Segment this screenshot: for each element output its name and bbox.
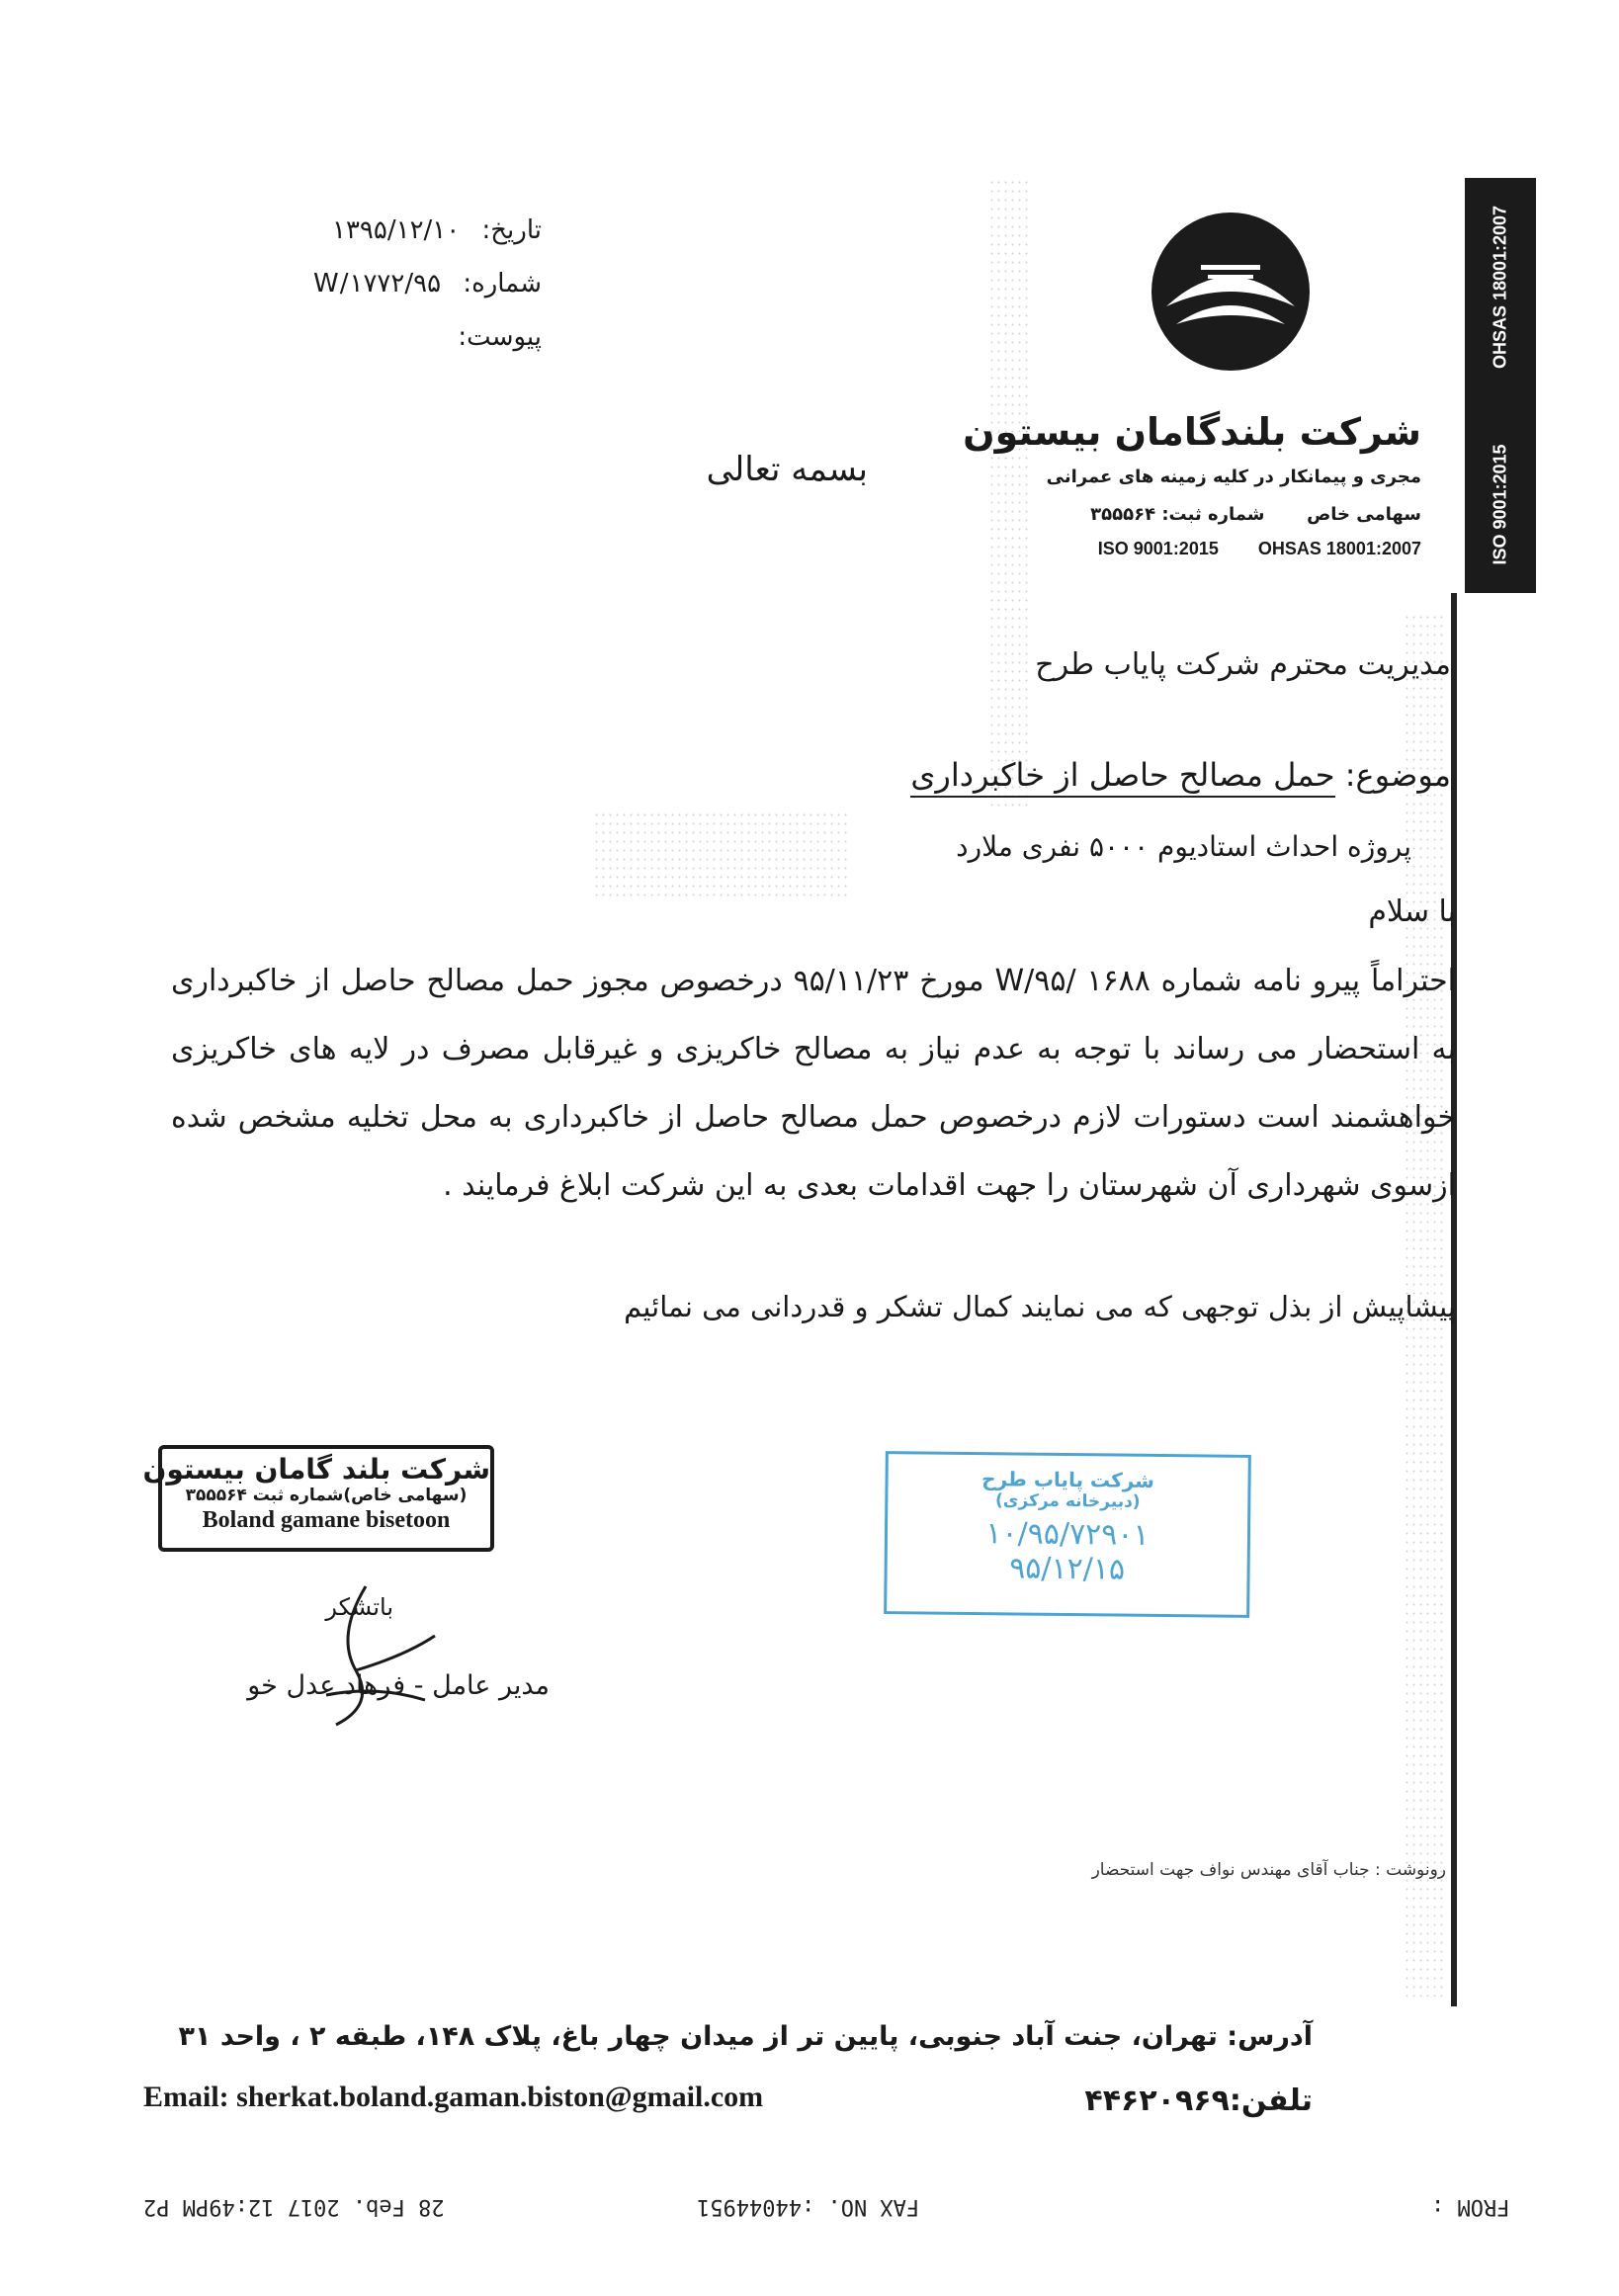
date-label: تاریخ:: [481, 215, 542, 245]
subject-label: موضوع:: [1344, 756, 1451, 794]
company-name: شرکت بلندگامان بیستون: [963, 410, 1421, 454]
footer-address: آدرس: تهران، جنت آباد جنوبی، پایین تر از میدان چهار باغ، پلاک ۱۴۸، طبقه ۲ ، واحد ۳۱: [178, 2021, 1313, 2052]
signature-thanks: باتشکر: [325, 1593, 393, 1621]
fax-number: FAX NO. :44044951: [697, 2194, 920, 2219]
addressee: مدیریت محترم شرکت پایاب طرح: [1035, 647, 1451, 682]
footer-phone: تلفن:۴۴۶۲۰۹۶۹: [1084, 2083, 1313, 2118]
company-logo: [1147, 208, 1315, 376]
received-stamp-sub: (دبیرخانه مرکزی): [994, 1490, 1141, 1512]
date-value: ۱۳۹۵/۱۲/۱۰: [331, 215, 461, 245]
number-label: شماره:: [463, 269, 542, 298]
company-registration: [1090, 504, 1421, 525]
number-row: [313, 269, 542, 298]
number-value: ۹۵/W/۱۷۷۲: [313, 269, 442, 298]
company-type: سهامی خاص: [1307, 504, 1421, 525]
side-cert-ohsas: OHSAS 18001:2007: [1490, 205, 1510, 370]
stamp-company-reg: (سهامی خاص)شماره ثبت ۳۵۵۵۶۴: [185, 1486, 468, 1505]
company-activity: مجری و پیمانکار در کلیه زمینه های عمرانی: [1046, 467, 1421, 487]
company-certs: [1098, 539, 1421, 559]
scan-noise: [593, 810, 850, 899]
letter-body: احتراماً پیرو نامه شماره ۱۶۸۸ /۹۵/W مورخ ۹۵/۱۱/۲۳ درخصوص مجوز حمل مصالح حاصل از خاکبرداری به استحضار می رساند با توجه به عدم نیاز به مصالح خاکریزی و غیرقابل مصرف در لایه های خاکریزی خواهشمند است دستورات لازم درخصوص حمل مصالح حاصل از خاکبرداری به محل تخلیه مشخص شده ازسوی شهرداری آن شهرستان را جهت اقدامات بعدی به این شرکت ابلاغ فرمایند .: [171, 964, 1456, 1203]
certification-side-bar: [1465, 178, 1536, 593]
company-stamp: [142, 1445, 494, 1552]
cc-line: رونوشت : جناب آقای مهندس نواف جهت استحضار: [1091, 1860, 1446, 1880]
subject-line: [910, 756, 1451, 794]
handwritten-signature: [297, 1576, 455, 1744]
project-line: پروژه احداث استادیوم ۵۰۰۰ نفری ملارد: [956, 830, 1411, 863]
company-reg-number: شماره ثبت: ۳۵۵۵۶۴: [1090, 504, 1265, 525]
received-stamp: [884, 1451, 1251, 1618]
received-stamp-date: ۹۵/۱۲/۱۵: [1009, 1551, 1126, 1587]
footer-email: Email: sherkat.boland.gaman.biston@gmail.com: [143, 2081, 764, 2113]
date-row: [332, 215, 542, 245]
fax-datetime: 28 Feb. 2017 12:49PM P2: [143, 2194, 445, 2219]
signer-line: مدیر عامل - فرهاد عدل خو: [247, 1670, 550, 1701]
stamp-company-name: شرکت بلند گامان بیستون: [142, 1453, 490, 1486]
cert-iso: ISO 9001:2015: [1097, 539, 1219, 558]
cert-ohsas: OHSAS 18001:2007: [1257, 539, 1421, 558]
fax-from: FROM :: [1431, 2194, 1510, 2219]
received-stamp-number: ۱۰/۹۵/۷۲۹۰۱: [985, 1516, 1150, 1553]
closing-line: پیشاپیش از بذل توجهی که می نمایند کمال تشکر و قدردانی می نمائیم: [624, 1290, 1456, 1323]
received-stamp-title: شرکت پایاب طرح: [981, 1467, 1155, 1492]
side-cert-iso: ISO 9001:2015: [1490, 444, 1510, 565]
attachment-label: پیوست:: [458, 322, 542, 352]
attachment-row: [444, 322, 542, 352]
greeting: با سلام: [1368, 894, 1456, 929]
stamp-company-latin: Boland gamane bisetoon: [202, 1507, 451, 1533]
scan-noise: [988, 178, 1028, 810]
subject-value: حمل مصالح حاصل از خاکبرداری: [910, 756, 1334, 798]
bismillah: بسمه تعالی: [706, 450, 868, 489]
